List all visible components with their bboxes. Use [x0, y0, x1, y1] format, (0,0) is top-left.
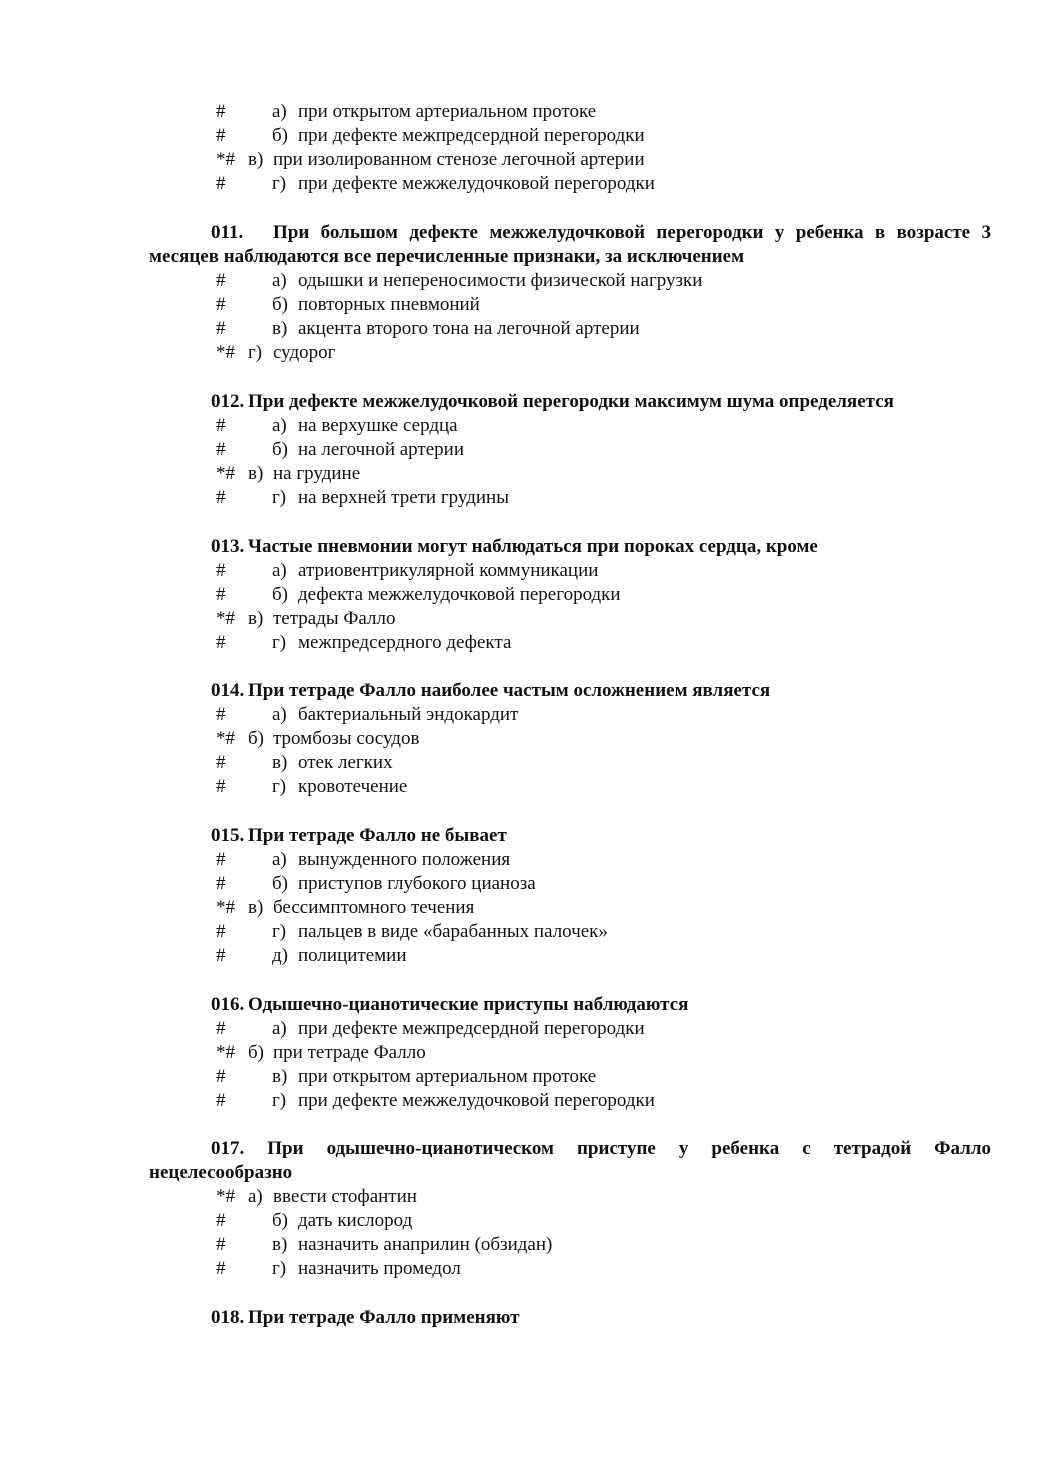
correct-marker: *#	[216, 608, 235, 629]
option-letter: а)	[272, 560, 287, 581]
option-marker: #	[216, 270, 226, 291]
option-text: дать кислород	[298, 1210, 413, 1231]
option-text: на грудине	[273, 463, 361, 484]
option-letter: а)	[272, 849, 287, 870]
option-marker: #	[216, 776, 226, 797]
option-letter: г)	[272, 776, 287, 797]
correct-marker: *#	[216, 1042, 235, 1063]
option-marker: #	[216, 584, 226, 605]
option-marker: #	[216, 873, 226, 894]
option-letter: г)	[248, 342, 263, 363]
option-letter: г)	[272, 1090, 287, 1111]
option-text: при дефекте межпредсердной перегородки	[298, 125, 645, 146]
option-letter: б)	[248, 728, 264, 749]
option-letter: г)	[272, 173, 287, 194]
option-letter: в)	[272, 752, 288, 773]
question-text: При дефекте межжелудочковой перегородки максимум шума определяется	[248, 391, 894, 412]
option-letter: г)	[272, 632, 287, 653]
option-letter: в)	[248, 463, 264, 484]
option-marker: #	[216, 704, 226, 725]
question-number: 014.	[211, 680, 245, 701]
question-number: 016.	[211, 994, 245, 1015]
option-text: судорог	[273, 342, 336, 363]
option-text: бессимптомного течения	[273, 897, 475, 918]
question-text: При тетраде Фалло не бывает	[248, 825, 507, 846]
option-text: ввести стофантин	[273, 1186, 417, 1207]
option-letter: б)	[272, 873, 288, 894]
option-text: повторных пневмоний	[298, 294, 480, 315]
option-letter: в)	[248, 149, 264, 170]
option-letter: а)	[248, 1186, 263, 1207]
option-letter: а)	[272, 270, 287, 291]
option-marker: #	[216, 415, 226, 436]
option-letter: б)	[272, 1210, 288, 1231]
option-letter: г)	[272, 487, 287, 508]
option-text: приступов глубокого цианоза	[298, 873, 536, 894]
option-text: атриовентрикулярной коммуникации	[298, 560, 599, 581]
option-letter: а)	[272, 415, 287, 436]
option-text: при дефекте межжелудочковой перегородки	[298, 173, 655, 194]
correct-marker: *#	[216, 897, 235, 918]
option-marker: #	[216, 945, 226, 966]
option-marker: #	[216, 439, 226, 460]
option-text: на верхушке сердца	[298, 415, 458, 436]
option-letter: а)	[272, 1018, 287, 1039]
option-text: одышки и непереносимости физической нагрузки	[298, 270, 703, 291]
question-number: 013.	[211, 536, 245, 557]
option-text: назначить промедол	[298, 1258, 461, 1279]
correct-marker: *#	[216, 342, 235, 363]
option-marker: #	[216, 1066, 226, 1087]
option-text: назначить анаприлин (обзидан)	[298, 1234, 553, 1255]
option-letter: в)	[248, 608, 264, 629]
option-marker: #	[216, 1090, 226, 1111]
option-letter: в)	[248, 897, 264, 918]
option-text: при открытом артериальном протоке	[298, 1066, 597, 1087]
option-letter: а)	[272, 704, 287, 725]
option-text: при дефекте межпредсердной перегородки	[298, 1018, 645, 1039]
option-text: отек легких	[298, 752, 393, 773]
option-letter: б)	[248, 1042, 264, 1063]
option-text: тромбозы сосудов	[273, 728, 420, 749]
option-marker: #	[216, 294, 226, 315]
question-text: Частые пневмонии могут наблюдаться при пороках сердца, кроме	[248, 536, 818, 557]
option-marker: #	[216, 318, 226, 339]
option-marker: #	[216, 1018, 226, 1039]
option-text: бактериальный эндокардит	[298, 704, 519, 725]
option-letter: в)	[272, 1066, 288, 1087]
option-text: при изолированном стенозе легочной артерии	[273, 149, 645, 170]
option-text: полицитемии	[298, 945, 407, 966]
option-marker: #	[216, 921, 226, 942]
question-text: Одышечно-цианотические приступы наблюдаются	[248, 994, 689, 1015]
correct-marker: *#	[216, 728, 235, 749]
option-text: на легочной артерии	[298, 439, 464, 460]
option-text: пальцев в виде «барабанных палочек»	[298, 921, 608, 942]
question-text: При тетраде Фалло наиболее частым осложнением является	[248, 680, 771, 701]
option-marker: #	[216, 101, 226, 122]
option-text: при открытом артериальном протоке	[298, 101, 597, 122]
question-number: 012.	[211, 391, 245, 412]
option-letter: в)	[272, 1234, 288, 1255]
question-heading	[149, 221, 991, 269]
question-number: 011.	[211, 222, 244, 243]
option-marker: #	[216, 849, 226, 870]
option-letter: в)	[272, 318, 288, 339]
option-text: при дефекте межжелудочковой перегородки	[298, 1090, 655, 1111]
option-marker: #	[216, 1234, 226, 1255]
option-text: вынужденного положения	[298, 849, 511, 870]
question-text-block	[149, 1137, 991, 1185]
option-letter: д)	[272, 945, 288, 966]
option-marker: #	[216, 1210, 226, 1231]
option-marker: #	[216, 125, 226, 146]
correct-marker: *#	[216, 1186, 235, 1207]
option-text: дефекта межжелудочковой перегородки	[298, 584, 621, 605]
option-marker: #	[216, 1258, 226, 1279]
option-letter: б)	[272, 584, 288, 605]
option-letter: г)	[272, 921, 287, 942]
question-text: При тетраде Фалло применяют	[248, 1307, 520, 1328]
option-text: акцента второго тона на легочной артерии	[298, 318, 640, 339]
correct-marker: *#	[216, 463, 235, 484]
option-marker: #	[216, 752, 226, 773]
question-number: 017.	[211, 1138, 245, 1159]
question-number: 018.	[211, 1307, 245, 1328]
question-text: При одышечно-цианотическом приступе у ребенка с тетрадой Фалло нецелесообразно	[149, 1138, 991, 1183]
option-letter: б)	[272, 439, 288, 460]
option-marker: #	[216, 560, 226, 581]
option-marker: #	[216, 487, 226, 508]
question-text: При большом дефекте межжелудочковой перегородки у ребенка в возрасте 3 месяцев наблюдаются все перечисленные признаки, за исключением	[149, 222, 991, 267]
option-text: межпредсердного дефекта	[298, 632, 512, 653]
option-text: на верхней трети грудины	[298, 487, 509, 508]
question-text-line-1	[149, 221, 991, 269]
option-marker: #	[216, 632, 226, 653]
option-letter: а)	[272, 101, 287, 122]
correct-marker: *#	[216, 149, 235, 170]
option-marker: #	[216, 173, 226, 194]
question-number: 015.	[211, 825, 245, 846]
option-text: тетрады Фалло	[273, 608, 396, 629]
option-letter: г)	[272, 1258, 287, 1279]
option-text: при тетраде Фалло	[273, 1042, 426, 1063]
option-letter: б)	[272, 294, 288, 315]
option-text: кровотечение	[298, 776, 408, 797]
option-letter: б)	[272, 125, 288, 146]
question-heading	[149, 1137, 991, 1185]
